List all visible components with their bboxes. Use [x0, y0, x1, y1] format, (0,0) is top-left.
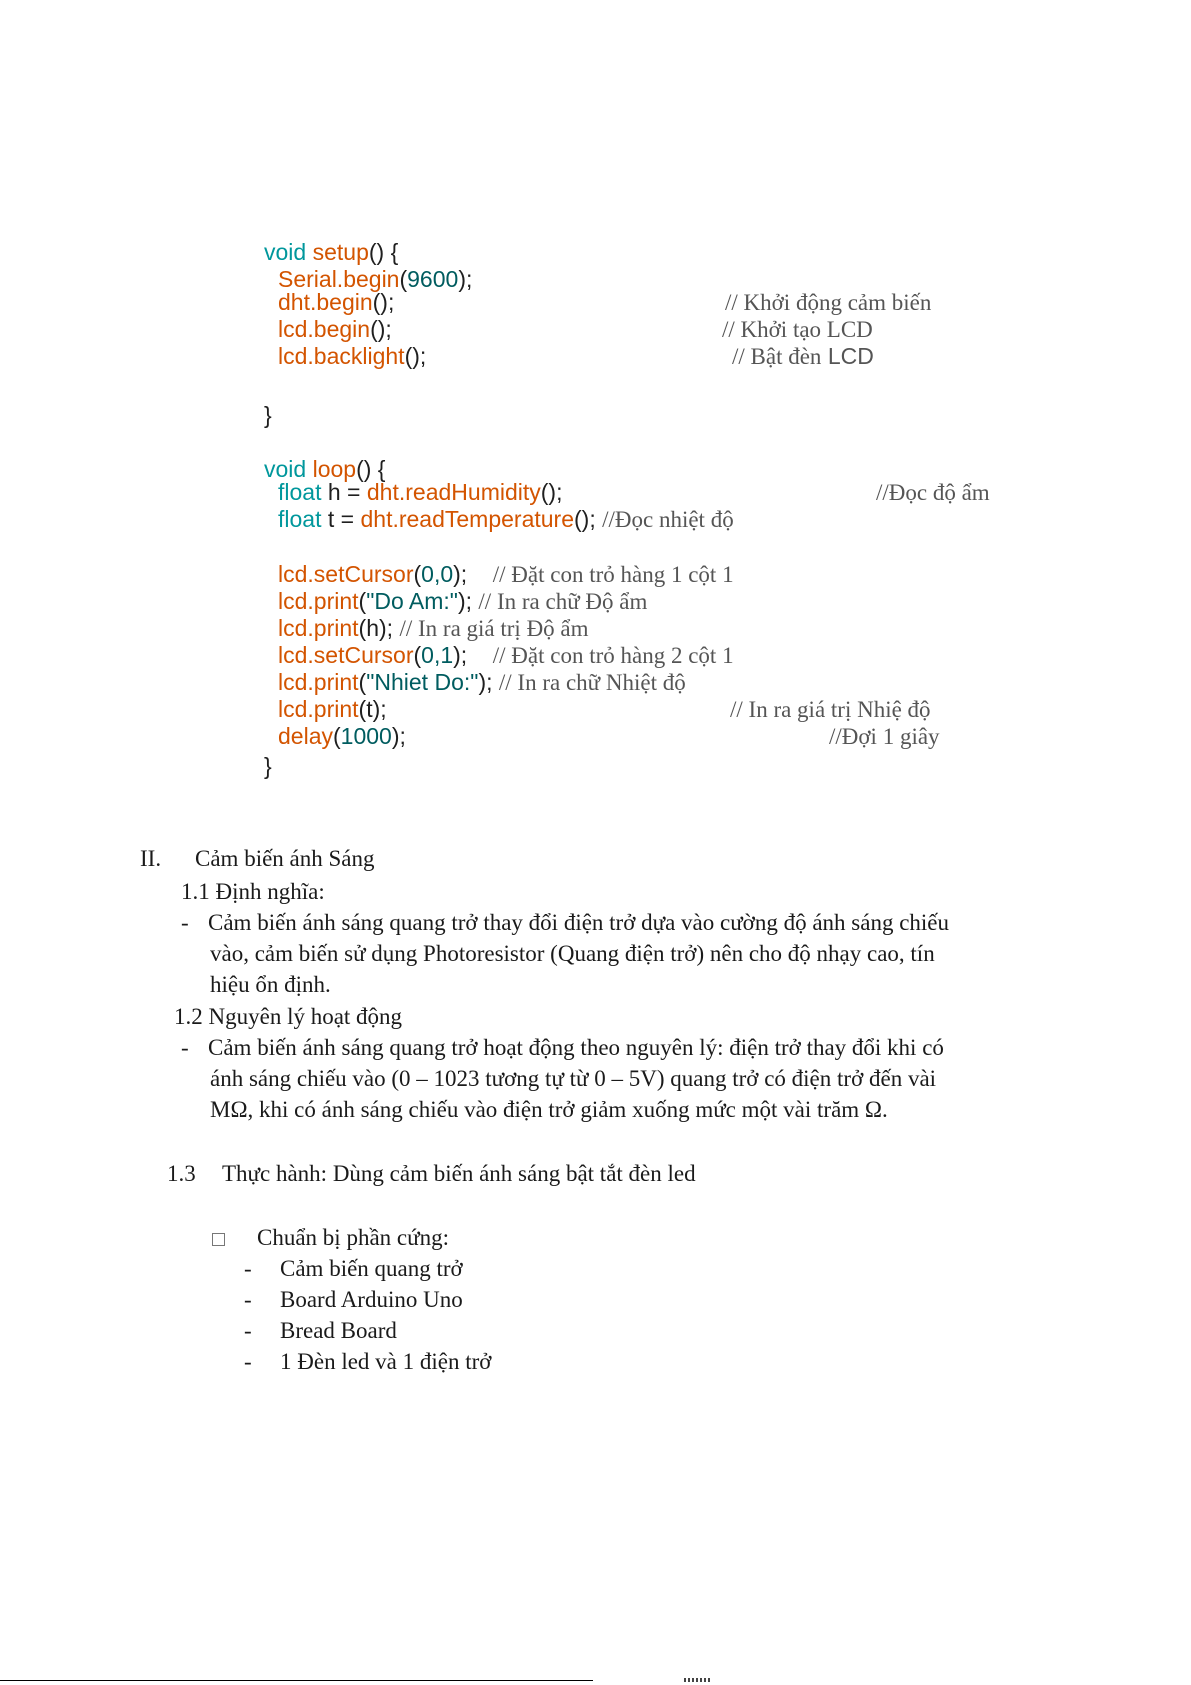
bullet-dash: -	[244, 1318, 252, 1343]
code-function: dht.begin	[278, 289, 373, 315]
section-number: II.	[140, 846, 162, 871]
code-line-setcursor-2: lcd.setCursor(0,1); // Đặt con trỏ hàng 2 cột 1	[278, 642, 734, 668]
subsection-1-2-heading: 1.2 Nguyên lý hoạt động	[174, 1004, 403, 1029]
code-function: lcd.backlight	[278, 343, 405, 369]
definition-line-1: Cảm biến ánh sáng quang trở thay đổi điện trở dựa vào cường độ ánh sáng chiếu	[208, 910, 950, 935]
code-line-loop-close: }	[264, 753, 272, 779]
code-comment: //Đợi 1 giây	[829, 724, 940, 749]
code-comment: // Đặt con trỏ hàng 2 cột 1	[492, 643, 734, 668]
principle-line-2: ánh sáng chiếu vào (0 – 1023 tương tự từ 0 – 5V) quang trở có điện trở đến vài	[210, 1066, 937, 1091]
code-function: loop	[312, 456, 357, 482]
principle-line-1: Cảm biến ánh sáng quang trở hoạt động theo nguyên lý: điện trở thay đổi khi có	[208, 1035, 944, 1060]
code-function: Serial.begin	[278, 266, 400, 292]
code-line-read-humidity: float h = dht.readHumidity();	[278, 479, 563, 505]
code-line-delay: delay(1000);	[278, 723, 406, 749]
prep-item: Board Arduino Uno	[280, 1287, 463, 1312]
code-line-setup-signature	[264, 238, 398, 267]
code-keyword: void	[264, 239, 307, 265]
code-line-setup-close: }	[264, 402, 272, 428]
code-punct: () {	[368, 239, 399, 265]
code-line-dht-begin: dht.begin();	[278, 289, 395, 315]
bullet-dash: -	[244, 1256, 252, 1281]
prep-title: Chuẩn bị phần cứng:	[257, 1225, 449, 1250]
code-line-lcd-begin: lcd.begin();	[278, 316, 392, 342]
code-line-print-h: lcd.print(h); // In ra giá trị Độ ẩm	[278, 615, 589, 641]
principle-line-3: MΩ, khi có ánh sáng chiếu vào điện trở giảm xuống mức một vài trăm Ω.	[210, 1097, 888, 1122]
code-comment: // Khởi động cảm biến	[725, 290, 932, 315]
code-comment: // In ra chữ Độ ẩm	[478, 589, 648, 614]
definition-line-3: hiệu ổn định.	[210, 972, 331, 997]
code-line-backlight: lcd.backlight();	[278, 343, 427, 369]
bullet-dash: -	[244, 1287, 252, 1312]
code-line-print-t: lcd.print(t);	[278, 696, 387, 722]
code-function: lcd.begin	[278, 316, 371, 342]
bullet-dash: -	[181, 1035, 189, 1060]
code-line-loop-signature: void loop() {	[264, 456, 386, 482]
definition-line-2: vào, cảm biến sử dụng Photoresistor (Quang điện trở) nên cho độ nhạy cao, tín	[210, 941, 935, 966]
code-comment: // Khởi tạo LCD	[722, 317, 873, 342]
bullet-dash: -	[244, 1349, 252, 1374]
code-function: setup	[312, 239, 369, 265]
code-keyword: void	[264, 456, 307, 482]
code-comment: // In ra chữ Nhiệt độ	[498, 670, 686, 695]
subsection-1-3-title: Thực hành: Dùng cảm biến ánh sáng bật tắt đèn led	[222, 1161, 696, 1186]
code-number: 9600	[407, 266, 459, 292]
subsection-1-3-number: 1.3	[167, 1161, 196, 1186]
checkbox-bullet-icon	[212, 1222, 225, 1253]
code-comment: // In ra giá trị Nhiệ độ	[730, 697, 931, 722]
footer-rule	[0, 1680, 593, 1681]
code-comment: // Đặt con trỏ hàng 1 cột 1	[492, 562, 734, 587]
code-line-setcursor-1: lcd.setCursor(0,0); // Đặt con trỏ hàng 1 cột 1	[278, 561, 734, 587]
code-comment: //Đọc độ ẩm	[876, 480, 990, 505]
prep-item: Cảm biến quang trở	[280, 1256, 463, 1281]
prep-item: Bread Board	[280, 1318, 397, 1343]
code-line-serial-begin: Serial.begin(9600);	[278, 266, 473, 292]
code-line-read-temperature: float t = dht.readTemperature(); //Đọc nhiệt độ	[278, 506, 734, 532]
code-comment: // In ra giá trị Độ ẩm	[399, 616, 589, 641]
bullet-dash: -	[181, 910, 189, 935]
code-line-print-do-am: lcd.print("Do Am:"); // In ra chữ Độ ẩm	[278, 588, 648, 614]
subsection-1-1-heading: 1.1 Định nghĩa:	[181, 879, 325, 904]
section-title: Cảm biến ánh Sáng	[195, 846, 375, 871]
code-comment: // Bật đèn LCD	[732, 343, 874, 369]
code-line-print-nhiet-do: lcd.print("Nhiet Do:"); // In ra chữ Nhiệt độ	[278, 669, 686, 695]
prep-item: 1 Đèn led và 1 điện trở	[280, 1349, 492, 1374]
code-comment: //Đọc nhiệt độ	[602, 507, 734, 532]
footer-marker	[684, 1678, 712, 1682]
